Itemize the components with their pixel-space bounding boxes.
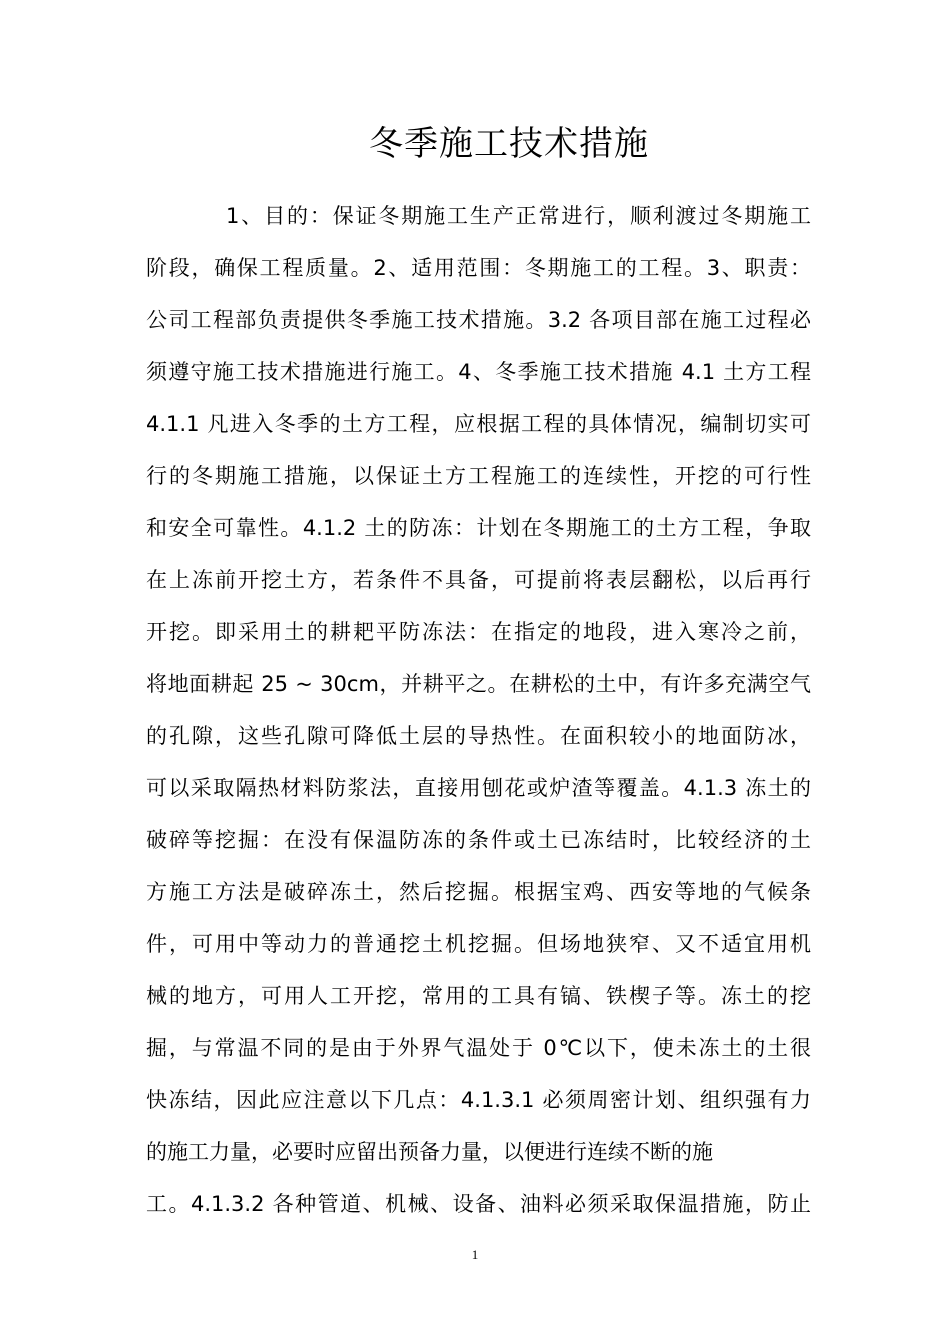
text-line: 开挖。即采用土的耕耙平防冻法：在指定的地段，进入寒冷之前，: [146, 620, 811, 644]
text-line: 须遵守施工技术措施进行施工。4、冬季施工技术措施 4.1 土方工程: [146, 360, 811, 384]
text-line: 的孔隙，这些孔隙可降低土层的导热性。在面积较小的地面防冰，: [146, 724, 811, 748]
document-body: [146, 190, 811, 1230]
text-line: 工。4.1.3.2 各种管道、机械、设备、油料必须采取保温措施，防止: [146, 1192, 811, 1216]
document-title: 冬季施工技术措施: [369, 124, 649, 164]
text-line: 4.1.1 凡进入冬季的土方工程，应根据工程的具体情况，编制切实可: [146, 412, 811, 436]
text-line: 公司工程部负责提供冬季施工技术措施。3.2 各项目部在施工过程必: [146, 308, 811, 332]
text-line: 方施工方法是破碎冻土，然后挖掘。根据宝鸡、西安等地的气候条: [146, 880, 811, 904]
text-line: 1、目的：保证冬期施工生产正常进行，顺利渡过冬期施工: [226, 204, 811, 228]
text-line: 在上冻前开挖土方，若条件不具备，可提前将表层翻松，以后再行: [146, 568, 811, 592]
text-line: 行的冬期施工措施，以保证土方工程施工的连续性，开挖的可行性: [146, 464, 811, 488]
page-number: 1: [471, 1247, 479, 1262]
text-line: 械的地方，可用人工开挖，常用的工具有镐、铁楔子等。冻土的挖: [146, 984, 811, 1008]
text-line: 将地面耕起 25 ~ 30cm，并耕平之。在耕松的土中，有许多充满空气: [146, 672, 811, 696]
text-line: 快冻结，因此应注意以下几点：4.1.3.1 必须周密计划、组织强有力: [146, 1088, 811, 1112]
text-line: 件，可用中等动力的普通挖土机挖掘。但场地狭窄、又不适宜用机: [146, 932, 811, 956]
text-line: 和安全可靠性。4.1.2 土的防冻：计划在冬期施工的土方工程，争取: [146, 516, 811, 540]
text-line: 阶段，确保工程质量。2、适用范围：冬期施工的工程。3、职责：: [146, 256, 811, 280]
text-line: 掘，与常温不同的是由于外界气温处于 0℃以下，使未冻土的土很: [146, 1036, 811, 1060]
text-line: 破碎等挖掘：在没有保温防冻的条件或土已冻结时，比较经济的土: [146, 828, 811, 852]
text-line: 的施工力量，必要时应留出预备力量，以便进行连续不断的施: [146, 1140, 713, 1164]
text-line: 可以采取隔热材料防浆法，直接用刨花或炉渣等覆盖。4.1.3 冻土的: [146, 776, 811, 800]
